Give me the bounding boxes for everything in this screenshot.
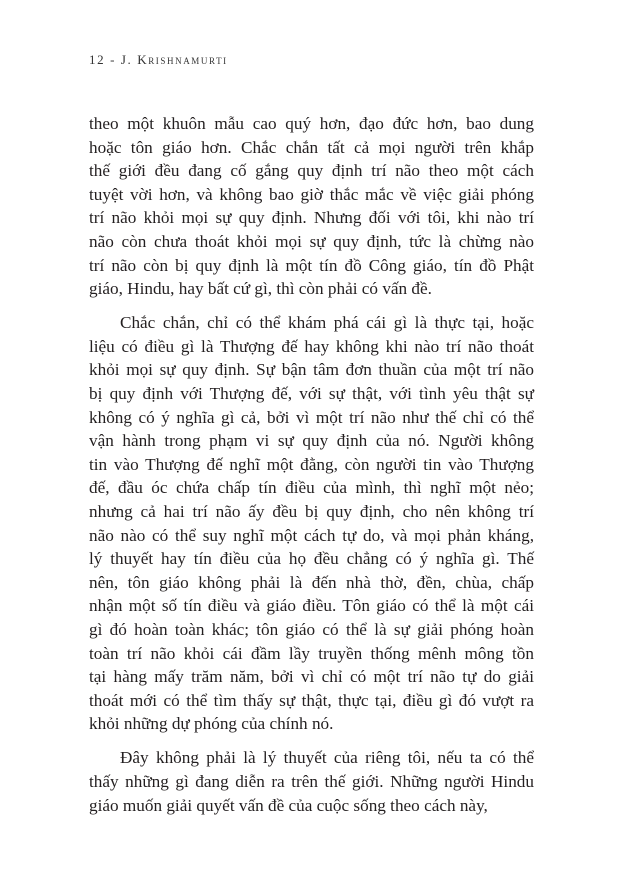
text-line: thế giới đều đang cố gắng quy định trí não theo một cách [89,161,534,181]
text-line: gì đó hoàn toàn khác; tôn giáo có thể là sự giải phóng hoàn [89,619,534,639]
text-line: vận hành trong phạm vi sự quy định của nó. Người không [89,431,534,451]
text-line: đế, đầu óc chứa chấp tín điều của mình, thì nghĩ một nẻo; [89,478,534,498]
text-line: lý thuyết hay tín điều của họ đều chẳng có ý nghĩa gì. Thế [89,549,534,569]
text-line: nên, tôn giáo không phải là đến nhà thờ, đền, chùa, chấp [89,572,534,592]
text-line: giáo muốn giải quyết vấn đề của cuộc sống theo cách này, [89,795,488,815]
text-line: tuyệt vời hơn, và không bao giờ thắc mắc về việc giải phóng [89,184,534,204]
text-line: liệu có điều gì là Thượng đế hay không khi nào trí não thoát [89,336,534,356]
text-line: không có ý nghĩa gì cả, bởi vì một trí não như thế chỉ có thể [89,407,534,427]
text-line: trí não khỏi mọi sự quy định. Nhưng đối với tôi, khi nào trí [89,208,534,228]
paragraph [89,112,534,301]
text-line: tin vào Thượng đế nghĩ một đằng, còn người tin vào Thượng [89,454,534,474]
text-line: nhận một số tín điều và giáo điều. Tôn giáo có thể là một cái [89,596,534,616]
author-name: J. Krishnamurti [120,52,228,67]
text-line: não nào có thể suy nghĩ một cách tự do, và mọi phản kháng, [89,525,534,545]
text-line: trí não còn bị quy định là một tín đồ Công giáo, tín đồ Phật [89,255,534,275]
paragraph [89,311,534,736]
text-line: theo một khuôn mẫu cao quý hơn, đạo đức hơn, bao dung [89,114,534,133]
text-line: Chắc chắn, chỉ có thể khám phá cái gì là thực tại, hoặc [120,313,534,333]
text-line: giáo, Hindu, hay bất cứ gì, thì còn phải có vấn đề. [89,279,432,299]
text-line: não còn chưa thoát khỏi mọi sự quy định, tức là chừng nào [89,231,534,251]
paragraph [89,746,534,817]
body-text [89,112,534,828]
text-line: khỏi những dự phóng của chính nó. [89,714,334,734]
text-line: Đây không phải là lý thuyết của riêng tôi, nếu ta có thể [120,748,534,768]
text-line: nhưng cả hai trí não ấy đều bị quy định, cho nên không trí [89,502,534,521]
text-line: thoát mới có thể tìm thấy sự thật, thực tại, điều gì đó vượt ra [89,690,534,710]
text-line: hoặc tôn giáo hơn. Chắc chắn tất cả mọi người trên khắp [89,137,534,157]
page-number: 12 [89,52,106,67]
running-header [89,52,228,68]
header-separator: - [110,52,116,67]
text-line: thấy những gì đang diễn ra trên thế giới. Những người Hindu [89,772,534,792]
text-line: tại hàng mấy trăm năm, bởi vì chỉ có một trí não tự do giải [89,667,534,687]
text-line: bị quy định với Thượng đế, với sự thật, với tình yêu thật sự [89,384,534,404]
text-line: toàn trí não khỏi cái đầm lầy truyền thống mênh mông tồn [89,643,534,663]
text-line: khỏi mọi sự quy định. Sự bận tâm đơn thuần của một trí não [89,360,534,380]
